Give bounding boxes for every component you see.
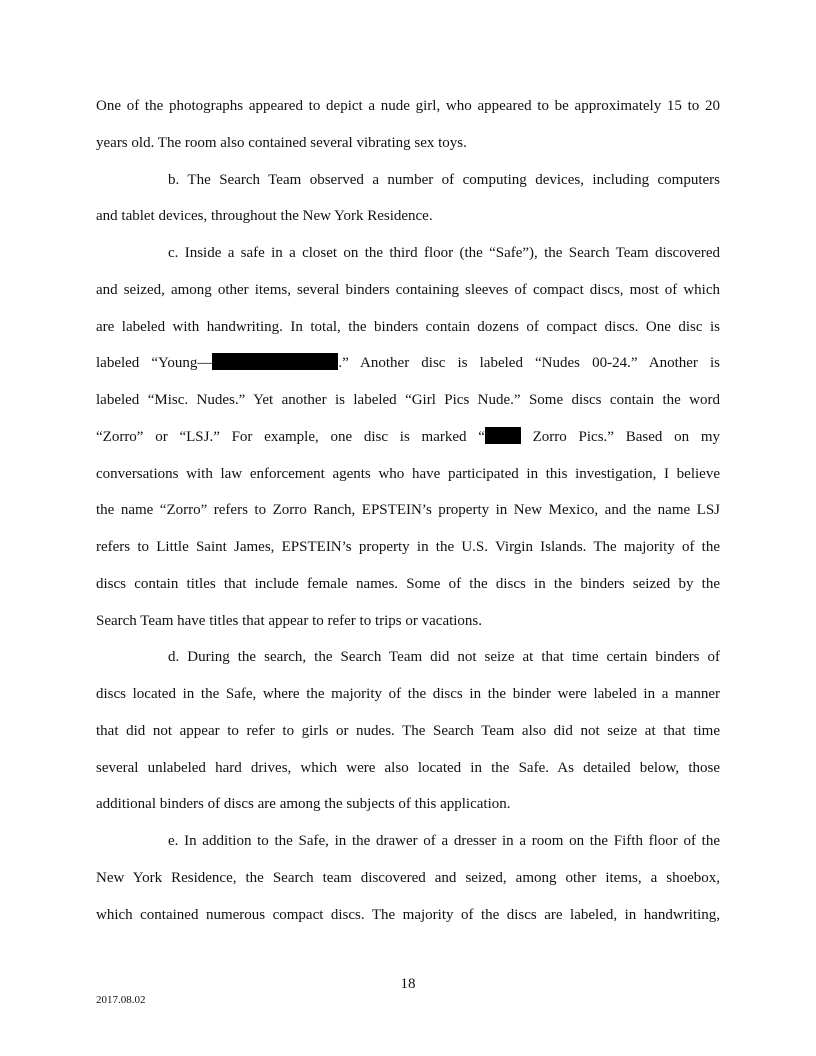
text-segment: .” Another disc is labeled “Nudes 00-24.” Another is xyxy=(338,355,720,372)
text-line: discs contain titles that include female names. Some of the discs in the binders seized by the xyxy=(96,575,720,592)
text-line-with-redaction xyxy=(96,424,720,461)
document-body xyxy=(96,93,720,938)
footer-date: 2017.08.02 xyxy=(96,994,146,1006)
text-line: discs located in the Safe, where the majority of the discs in the binder were labeled in a manner xyxy=(96,686,720,702)
text-line-with-redaction xyxy=(96,350,720,387)
text-line: additional binders of discs are among the subjects of this application. xyxy=(96,796,511,813)
text-line: several unlabeled hard drives, which were also located in the Safe. As detailed below, those xyxy=(96,759,720,776)
text-line: and seized, among other items, several binders containing sleeves of compact discs, most of which xyxy=(96,281,720,298)
text-line: Search Team have titles that appear to refer to trips or vacations. xyxy=(96,612,483,629)
text-line: that did not appear to refer to girls or nudes. The Search Team also did not seize at that time xyxy=(96,722,720,739)
text-segment: labeled “Young— xyxy=(96,355,213,372)
text-line: New York Residence, the Search team discovered and seized, among other items, a shoebox, xyxy=(96,869,720,886)
text-segment: “Zorro” or “LSJ.” For example, one disc is marked “ xyxy=(96,428,485,445)
text-line: which contained numerous compact discs. The majority of the discs are labeled, in handwriting, xyxy=(96,906,720,923)
paragraph-d-start: d. During the search, the Search Team did not seize at that time certain binders of xyxy=(168,649,720,666)
text-line: refers to Little Saint James, EPSTEIN’s property in the U.S. Virgin Islands. The majority of the xyxy=(96,539,720,555)
page-number: 18 xyxy=(400,976,416,992)
text-line: conversations with law enforcement agents who have participated in this investigation, I believe xyxy=(96,465,720,482)
text-segment: Zorro Pics.” Based on my xyxy=(520,428,721,445)
text-line: are labeled with handwriting. In total, the binders contain dozens of compact discs. One disc is xyxy=(96,318,720,335)
redaction-box xyxy=(485,427,521,444)
paragraph-b-start: b. The Search Team observed a number of computing devices, including computers xyxy=(168,171,720,188)
text-line: labeled “Misc. Nudes.” Yet another is labeled “Girl Pics Nude.” Some discs contain the word xyxy=(96,392,720,408)
text-line: One of the photographs appeared to depict a nude girl, who appeared to be approximately 15 to 20 xyxy=(96,98,720,114)
text-line: the name “Zorro” refers to Zorro Ranch, EPSTEIN’s property in New Mexico, and the name LSJ xyxy=(96,502,720,519)
paragraph-c-start: c. Inside a safe in a closet on the third floor (the “Safe”), the Search Team discovered xyxy=(168,245,720,261)
text-line: years old. The room also contained several vibrating sex toys. xyxy=(96,134,467,151)
text-line: and tablet devices, throughout the New York Residence. xyxy=(96,208,433,225)
paragraph-e-start: e. In addition to the Safe, in the drawer of a dresser in a room on the Fifth floor of the xyxy=(168,833,720,849)
redaction-box xyxy=(212,353,338,370)
